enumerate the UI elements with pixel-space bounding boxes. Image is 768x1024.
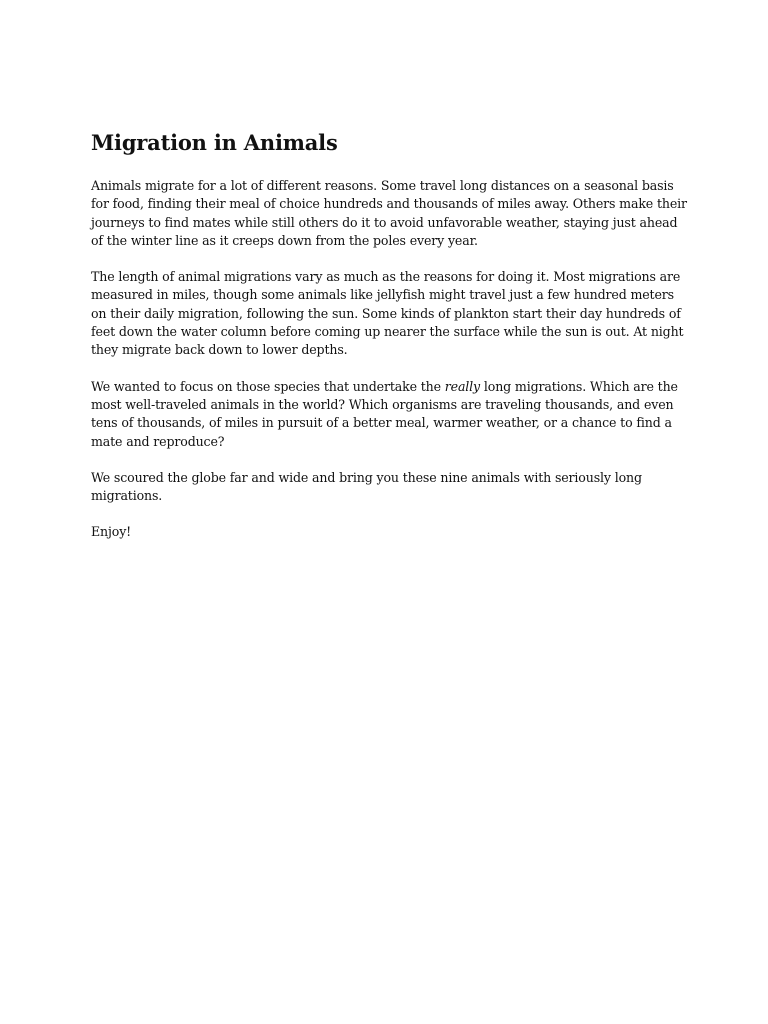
- paragraph-focus-emphasis: really: [444, 378, 481, 394]
- paragraph-focus: [91, 378, 691, 451]
- paragraph-focus-start: We wanted to focus on those species that undertake the: [91, 378, 445, 394]
- document-title: Migration in Animals: [91, 130, 338, 155]
- document-content: [91, 128, 691, 560]
- paragraph-scoured: We scoured the globe far and wide and bring you these nine animals with seriously long migrations.: [91, 469, 642, 504]
- paragraph-length: The length of animal migrations vary as much as the reasons for doing it. Most migrations are measured in miles, though some animals like jellyfish might travel just a few hundred meters on their daily migration, following the sun. Some kinds of plankton start their day hundreds of feet down the water column before coming up nearer the surface while the sun is out. At night they migrate back down to lower depths.: [91, 269, 684, 358]
- paragraph-reasons: Animals migrate for a lot of different reasons. Some travel long distances on a seasonal basis for food, finding their meal of choice hundreds and thousands of miles away. Others make their journeys to find mates while still others do it to avoid unfavorable weather, staying just ahead of the winter line as it creeps down from the poles every year.: [91, 178, 687, 248]
- paragraph-enjoy: Enjoy!: [91, 524, 132, 540]
- paragraph-focus-end: long migrations. Which are the most well-traveled animals in the world? Which organisms are traveling thousands, and even tens of thousands, of miles in pursuit of a better meal, warmer weather, or a chance to find a mate and reproduce?: [91, 378, 678, 449]
